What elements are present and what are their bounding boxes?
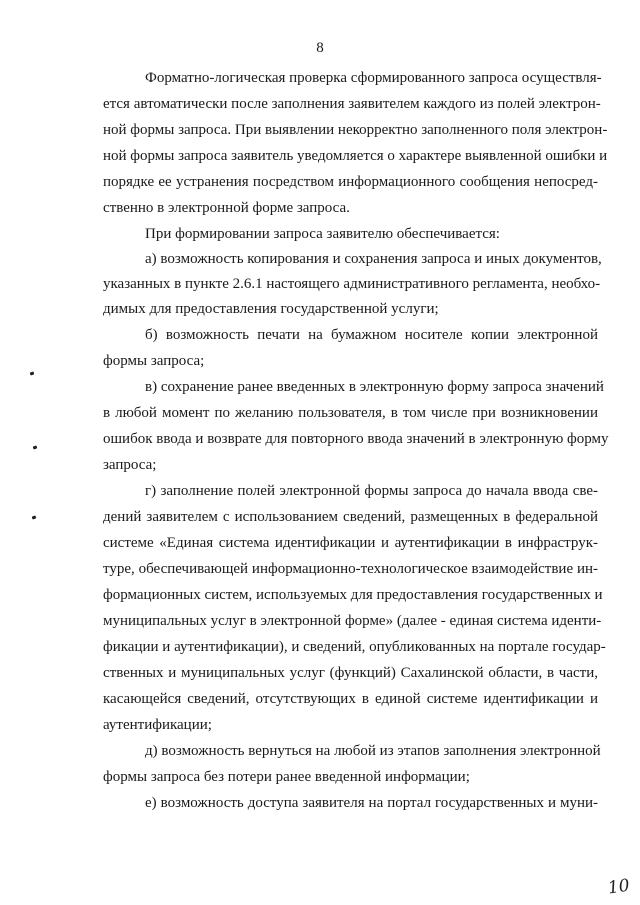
text-line: формационных систем, используемых для предоставления государственных и (103, 587, 603, 603)
text-line: муниципальных услуг в электронной форме» (далее - единая система иденти- (103, 613, 602, 629)
text-line: туре, обеспечивающей информационно-технологическое взаимодействие ин- (103, 561, 598, 577)
scan-mark (33, 445, 38, 449)
text-line: ной формы запроса заявитель уведомляется о характере выявленной ошибки и (103, 148, 608, 164)
text-line: ошибок ввода и возврате для повторного ввода значений в электронную форму (103, 431, 609, 447)
page-number: 8 (316, 40, 324, 56)
text-line: формы запроса; (103, 353, 205, 369)
text-line: е) возможность доступа заявителя на портал государственных и муни- (145, 795, 598, 811)
text-line: касающейся сведений, отсутствующих в единой системе идентификации и (103, 691, 598, 707)
text-line: ной формы запроса. При выявлении некорректно заполненного поля электрон- (103, 122, 608, 138)
scan-mark (30, 371, 35, 375)
text-line: г) заполнение полей электронной формы запроса до начала ввода све- (145, 483, 598, 499)
text-line: дений заявителем с использованием сведений, размещенных в федеральной (103, 509, 598, 525)
text-line: димых для предоставления государственной услуги; (103, 301, 439, 317)
text-line: б) возможность печати на бумажном носителе копии электронной (145, 327, 598, 343)
text-line: ется автоматически после заполнения заявителем каждого из полей электрон- (103, 96, 601, 112)
text-line: формы запроса без потери ранее введенной информации; (103, 769, 470, 785)
text-line: фикации и аутентификации), и сведений, опубликованных на портале государ- (103, 639, 606, 655)
text-line: При формировании запроса заявителю обеспечивается: (145, 226, 500, 242)
handwritten-note: 10 (607, 875, 632, 899)
text-line: запроса; (103, 457, 157, 473)
scan-mark (32, 515, 37, 519)
text-line: в любой момент по желанию пользователя, в том числе при возникновении (103, 405, 598, 421)
text-line: указанных в пункте 2.6.1 настоящего административного регламента, необхо- (103, 276, 601, 292)
text-line: ственных и муниципальных услуг (функций) Сахалинской области, в части, (103, 665, 598, 681)
text-line: а) возможность копирования и сохранения запроса и иных документов, (145, 251, 602, 267)
text-line: системе «Единая система идентификации и аутентификации в инфраструк- (103, 535, 598, 551)
text-line: Форматно-логическая проверка сформированного запроса осуществля- (145, 70, 602, 86)
text-line: в) сохранение ранее введенных в электронную форму запроса значений (145, 379, 604, 395)
text-line: ственно в электронной форме запроса. (103, 200, 350, 216)
text-line: д) возможность вернуться на любой из этапов заполнения электронной (145, 743, 601, 759)
text-line: порядке ее устранения посредством информационного сообщения непосред- (103, 174, 598, 190)
text-line: аутентификации; (103, 717, 212, 733)
